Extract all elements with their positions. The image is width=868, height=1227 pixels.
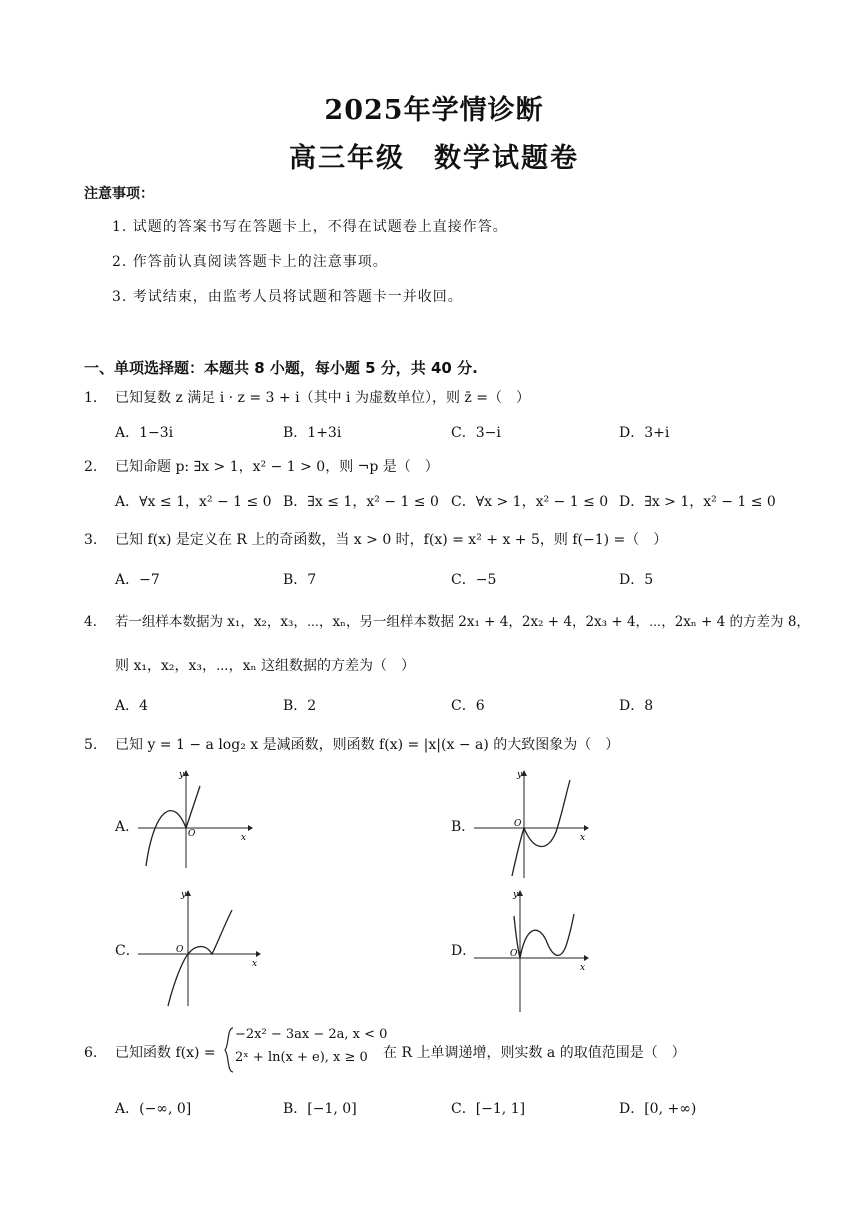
option-a: A．−7: [115, 572, 160, 588]
svg-text:x: x: [580, 963, 586, 973]
question-stem-continued: 在 R 上单调递增，则实数 a 的取值范围是（ ）: [383, 1045, 686, 1061]
question-number: 1.: [84, 390, 98, 406]
svg-text:y: y: [179, 770, 185, 780]
question-stem-continued: 则 x₁，x₂，x₃，⋯，xₙ 这组数据的方差为（ ）: [115, 658, 415, 674]
option-d: D．[0, +∞): [619, 1101, 697, 1117]
option-a: A．∀x ≤ 1，x² − 1 ≤ 0: [115, 494, 272, 510]
option-b: B．1+3i: [283, 425, 342, 441]
svg-text:x: x: [252, 959, 258, 969]
question-stem: 若一组样本数据为 x₁，x₂，x₃，⋯，xₙ，另一组样本数据 2x₁ + 4，2x₂ + 4，2x₃ + 4，⋯，2xₙ + 4 的方差为 8，: [115, 614, 810, 630]
option-a: A．4: [115, 698, 149, 714]
piecewise-brace: [223, 1026, 235, 1074]
option-c: C．−5: [451, 572, 497, 588]
svg-text:y: y: [517, 770, 523, 780]
option-d: D．5: [619, 572, 654, 588]
notice-item: 1. 试题的答案书写在答题卡上，不得在试题卷上直接作答。: [112, 219, 508, 235]
option-c: C．6: [451, 698, 485, 714]
question-number: 4.: [84, 614, 97, 630]
svg-text:y: y: [513, 890, 519, 900]
question-stem: 已知函数 f(x) =: [115, 1045, 216, 1061]
option-a: A．1−3i: [115, 425, 174, 441]
section-heading: 一、单项选择题：本题共 8 小题，每小题 5 分，共 40 分.: [84, 359, 478, 377]
question-5: [84, 734, 619, 754]
option-b: B．∃x ≤ 1，x² − 1 ≤ 0: [283, 494, 439, 510]
question-3: [84, 529, 667, 549]
question-number: 5.: [84, 737, 98, 753]
svg-text:O: O: [514, 819, 522, 829]
graph-c-label: C．: [115, 943, 140, 959]
graph-a-label: A．: [115, 819, 140, 835]
graph-d: [474, 886, 589, 1014]
graph-a: [138, 768, 253, 868]
notice-item: 3. 考试结束，由监考人员将试题和答题卡一并收回。: [112, 289, 463, 305]
question-4: [84, 610, 810, 630]
question-stem: 已知 f(x) 是定义在 R 上的奇函数，当 x > 0 时，f(x) = x² + x + 5，则 f(−1) =（ ）: [115, 532, 668, 548]
graph-c: [138, 886, 263, 1008]
question-2: [84, 456, 439, 476]
question-stem: 已知命题 p: ∃x > 1，x² − 1 > 0，则 ¬p 是（ ）: [115, 459, 439, 475]
svg-text:O: O: [510, 949, 518, 959]
question-stem: 已知 y = 1 − a log₂ x 是减函数，则函数 f(x) = |x|(x − a) 的大致图象为（ ）: [115, 737, 620, 753]
svg-text:O: O: [176, 945, 184, 955]
piecewise-case-2: 2ˣ + ln(x + e), x ≥ 0: [235, 1050, 368, 1065]
option-c: C．[−1, 1]: [451, 1101, 526, 1117]
graph-b: [474, 768, 589, 880]
option-d: D．8: [619, 698, 654, 714]
question-number: 6.: [84, 1045, 98, 1061]
option-c: C．∀x > 1，x² − 1 ≤ 0: [451, 494, 609, 510]
option-c: C．3−i: [451, 425, 501, 441]
svg-text:y: y: [181, 890, 187, 900]
notice-heading: 注意事项：: [84, 186, 154, 202]
notice-item: 2. 作答前认真阅读答题卡上的注意事项。: [112, 254, 388, 270]
question-number: 2.: [84, 459, 98, 475]
question-6: [84, 1042, 216, 1062]
graph-b-label: B．: [451, 819, 476, 835]
page-title: 2025年学情诊断: [324, 95, 544, 126]
option-b: B．7: [283, 572, 317, 588]
svg-text:x: x: [241, 833, 247, 843]
option-d: D．3+i: [619, 425, 670, 441]
svg-text:x: x: [580, 833, 586, 843]
svg-text:O: O: [188, 829, 196, 839]
piecewise-case-1: −2x² − 3ax − 2a, x < 0: [235, 1027, 388, 1042]
question-1: [84, 387, 530, 407]
graph-d-label: D．: [451, 943, 477, 959]
question-number: 3.: [84, 532, 98, 548]
option-a: A．(−∞, 0]: [115, 1101, 192, 1117]
option-d: D．∃x > 1，x² − 1 ≤ 0: [619, 494, 776, 510]
option-b: B．[−1, 0]: [283, 1101, 357, 1117]
option-b: B．2: [283, 698, 317, 714]
page-subtitle: 高三年级 数学试题卷: [289, 143, 579, 174]
question-stem: 已知复数 z 满足 i · z = 3 + i（其中 i 为虚数单位），则 z̄ =（ ）: [115, 390, 530, 406]
